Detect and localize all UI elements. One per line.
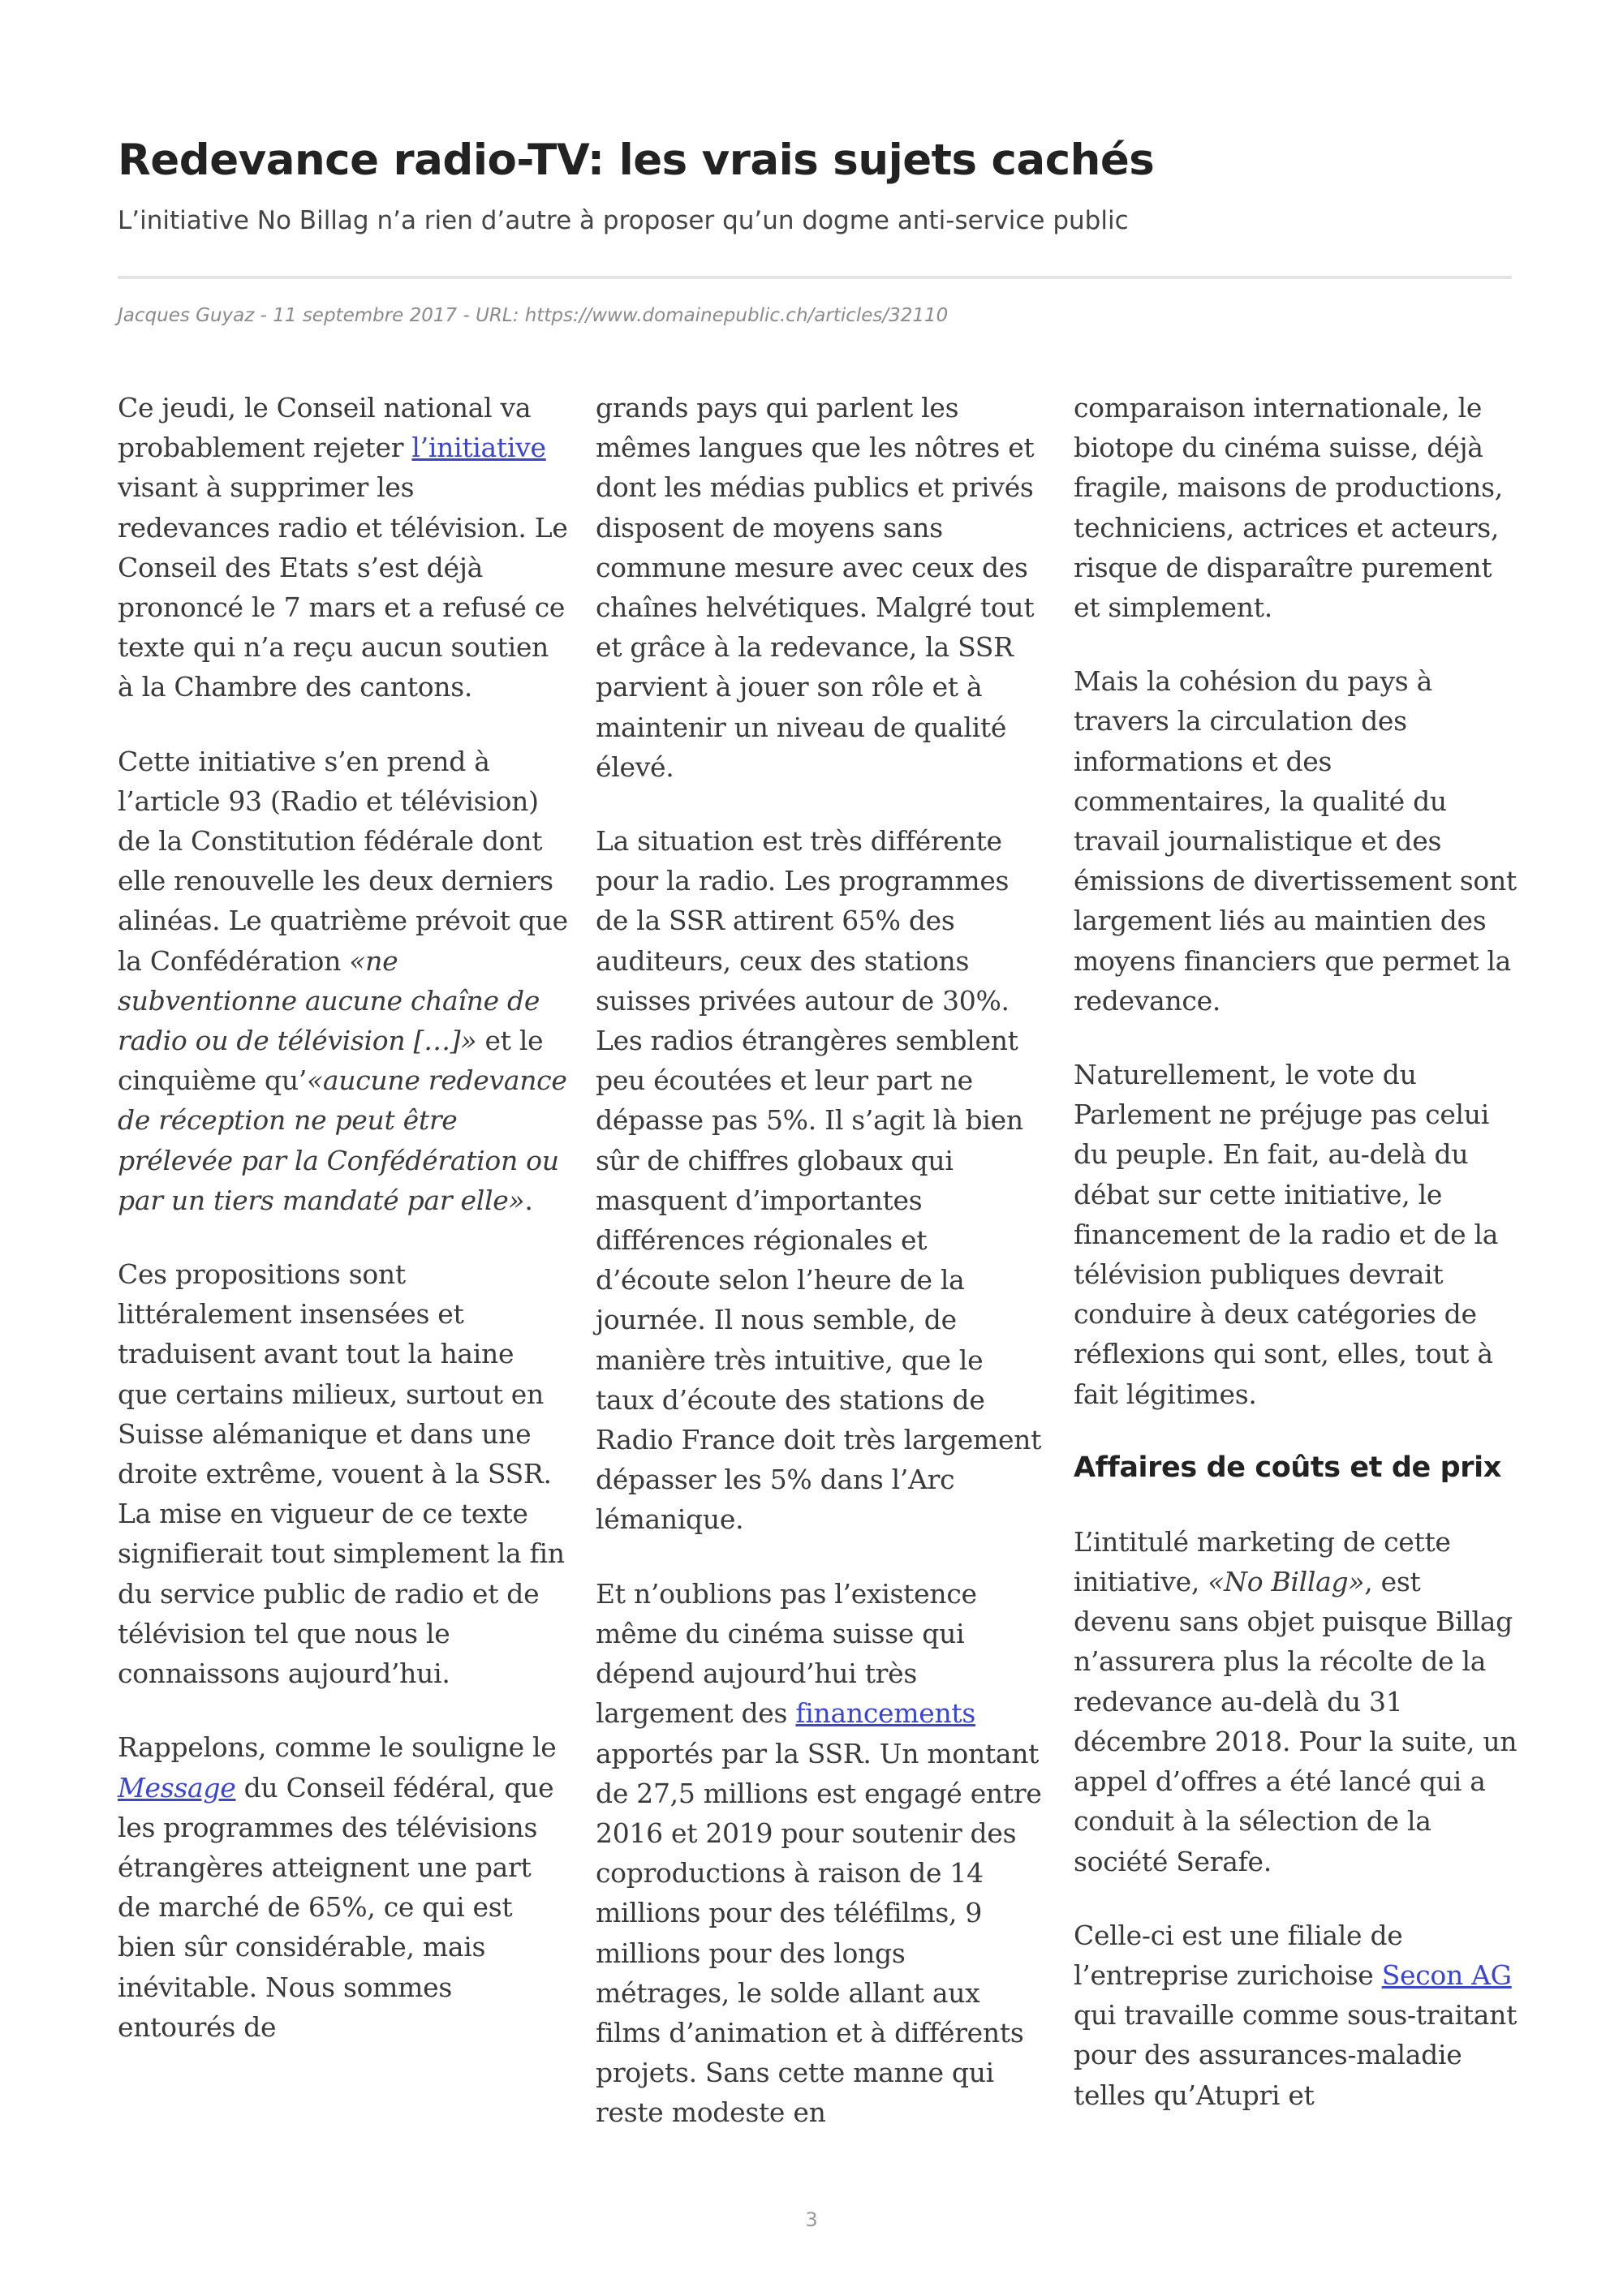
text-run: . [524, 1184, 533, 1216]
article-subtitle: L’initiative No Billag n’a rien d’autre à proposer qu’un dogme anti-service public [118, 206, 1129, 235]
message-link[interactable]: Message [118, 1771, 236, 1804]
quote-text: «ne subventionne aucune chaîne de radio ou de télévision […]» [118, 944, 540, 1057]
text-run: , est devenu sans objet puisque Billag n’assurera plus la récolte de la redevance au-delà du 31 décembre 2018. Pour la suite, un appel d’offres a été lancé qui a conduit à la sélection de la société Serafe. [1074, 1566, 1518, 1877]
text-run: et le cinquième qu’ [118, 1025, 544, 1097]
paragraph [596, 1574, 1046, 2133]
text-column-1 [118, 388, 568, 2173]
paragraph: comparaison internationale, le biotope du cinéma suisse, déjà fragile, maisons de productions, techniciens, actrices et acteurs, risque de disparaître purement et simplement. [1074, 392, 1503, 624]
text-run: visant à supprimer les redevances radio et télévision. Le Conseil des Etats s’est déjà prononcé le 7 mars et a refusé ce texte qui n’a reçu aucun soutien à la Chambre des cantons. [118, 471, 568, 703]
paragraph: Ces propositions sont littéralement insensées et traduisent avant tout la haine que certains milieux, surtout en Suisse alémanique et dans une droite extrême, vouent à la SSR. La mise en vigueur de ce texte signifierait tout simplement la fin du service public de radio et de télévision tel que nous le connaissons aujourd’hui. [118, 1258, 565, 1690]
paragraph [1074, 1915, 1524, 2115]
text-run: Celle-ci est une filiale de l’entreprise zurichoise [1074, 1919, 1403, 1991]
paragraph: Naturellement, le vote du Parlement ne préjuge pas celui du peuple. En fait, au-delà du débat sur cette initiative, le financement de la radio et de la télévision publiques devrait conduire à deux catégories de réflexions qui sont, elles, tout à fait légitimes. [1074, 1059, 1499, 1410]
text-column-3 [1074, 388, 1524, 2173]
text-run: qui travaille comme sous-traitant pour des assurances-maladie telles qu’Atupri et [1074, 1999, 1518, 2111]
secon-ag-link[interactable]: Secon AG [1381, 1958, 1512, 1991]
financements-link[interactable]: financements [795, 1697, 976, 1730]
quote-text: «aucune redevance de réception ne peut être prélevée par la Confédération ou par un tiers mandaté par elle» [118, 1064, 567, 1216]
paragraph [118, 388, 568, 707]
paragraph: La situation est très différente pour la radio. Les programmes de la SSR attirent 65% des auditeurs, ceux des stations suisses privées autour de 30%. Les radios étrangères semblent peu écoutées et leur part ne dépasse pas 5%. Il s’agit là bien sûr de chiffres globaux qui masquent d’importantes différences régionales et d’écoute selon l’heure de la journée. Il nous semble, de manière très intuitive, que le taux d’écoute des stations de Radio France doit très largement dépasser les 5% dans l’Arc lémanique. [596, 825, 1042, 1536]
text-column-2 [596, 388, 1046, 2173]
initiative-link[interactable]: l’initiative [411, 432, 546, 464]
text-run: Ce jeudi, le Conseil national va probablement rejeter [118, 392, 532, 464]
paragraph: Mais la cohésion du pays à travers la circulation des informations et des commentaires, la qualité du travail journalistique et des émissions de divertissement sont largement liés au maintien des moyens financiers que permet la redevance. [1074, 665, 1517, 1017]
quote-text: «No Billag» [1208, 1566, 1365, 1598]
text-run: L’intitulé marketing de cette initiative, [1074, 1525, 1451, 1598]
paragraph [1074, 1522, 1524, 1881]
paragraph [118, 742, 568, 1220]
paragraph [118, 1727, 568, 2047]
article-meta: Jacques Guyaz - 11 septembre 2017 - URL: https://www.domainepublic.ch/articles/32110 [118, 305, 949, 326]
header-divider [118, 276, 1512, 279]
page-number: 3 [805, 2208, 818, 2231]
text-run: apportés par la SSR. Un montant de 27,5 millions est engagé entre 2016 et 2019 pour soutenir des coproductions à raison de 14 millions pour des téléfilms, 9 millions pour des longs métrages, le solde allant aux films d’animation et à différents projets. Sans cette manne qui reste modeste en [596, 1737, 1042, 2129]
text-run: Cette initiative s’en prend à l’article 93 (Radio et télévision) de la Constitution fédérale dont elle renouvelle les deux derniers alinéas. Le quatrième prévoit que la Confédération [118, 745, 568, 977]
text-run: Rappelons, comme le souligne le [118, 1731, 557, 1764]
paragraph: grands pays qui parlent les mêmes langues que les nôtres et dont les médias publics et privés disposent de moyens sans commune mesure avec ceux des chaînes helvétiques. Malgré tout et grâce à la redevance, la SSR parvient à jouer son rôle et à maintenir un niveau de qualité élevé. [596, 392, 1035, 783]
text-run: Et n’oublions pas l’existence même du cinéma suisse qui dépend aujourd’hui très largement des [596, 1577, 977, 1730]
text-run: du Conseil fédéral, que les programmes des télévisions étrangères atteignent une part de marché de 65%, ce qui est bien sûr considérable, mais inévitable. Nous sommes entourés de [118, 1771, 554, 2043]
section-heading: Affaires de coûts et de prix [1074, 1451, 1501, 1484]
article-title: Redevance radio-TV: les vrais sujets cachés [118, 135, 1155, 185]
